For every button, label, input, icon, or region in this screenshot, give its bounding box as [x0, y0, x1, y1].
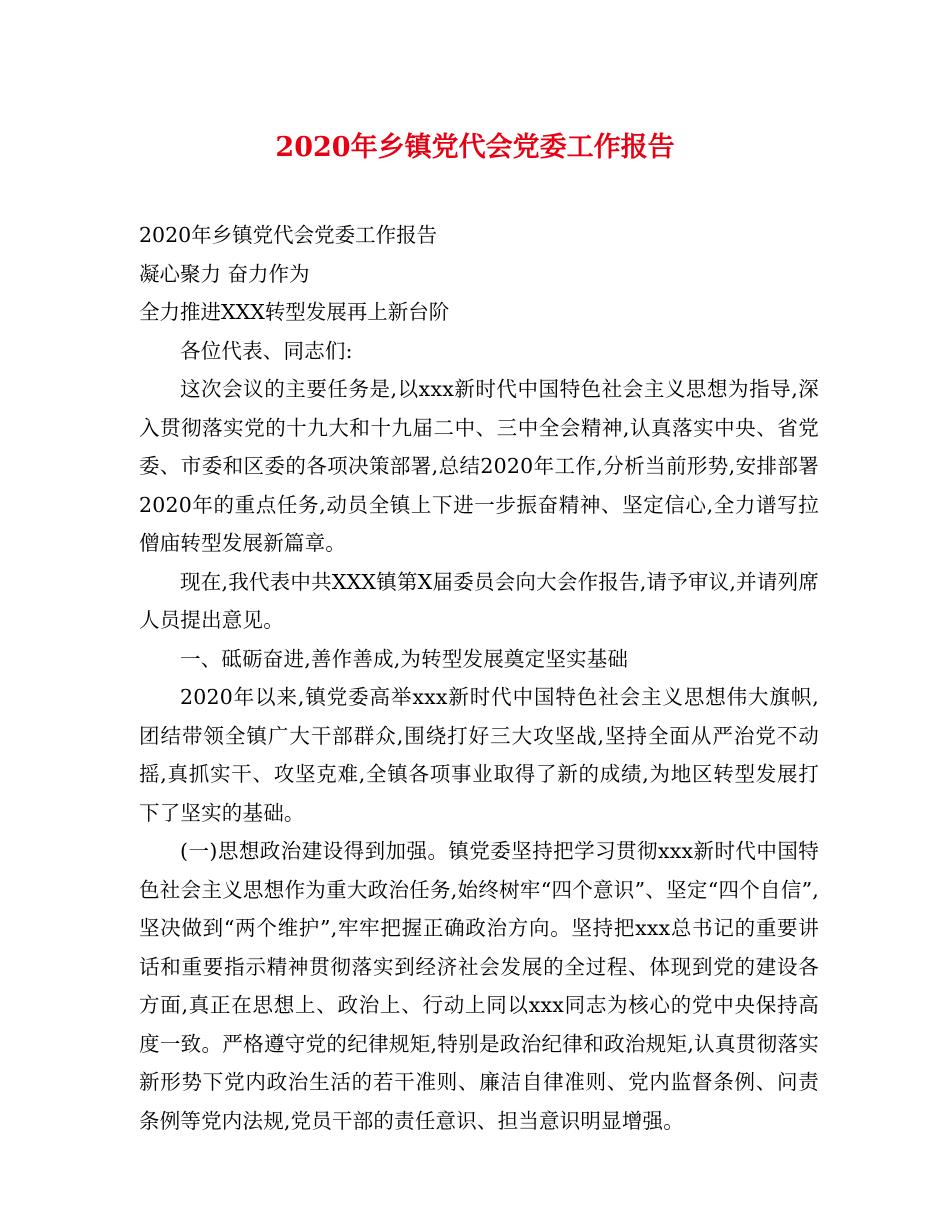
heading-line-slogan: 凝心聚力 奋力作为: [139, 261, 310, 286]
document-body: [139, 216, 819, 1140]
paragraph-report-intro: 现在,我代表中共XXX镇第X届委员会向大会作报告,请予审议,并请列席人员提出意见。: [139, 569, 819, 632]
section-heading-one: 一、砥砺奋进,善作善成,为转型发展奠定坚实基础: [180, 646, 629, 671]
heading-line-title: 2020年乡镇党代会党委工作报告: [139, 223, 438, 247]
document-title: 2020年乡镇党代会党委工作报告: [275, 132, 675, 163]
paragraph-political-building: (一)思想政治建设得到加强。镇党委坚持把学习贯彻xxx新时代中国特色社会主义思想作为重大政治任务,始终树牢“四个意识”、坚定“四个自信”, 坚决做到“两个维护”,牢牢把握正确政治方向。坚持把xxx总书记的重要讲话和重要指示精神贯彻落实到经济社会发展的全过程、体现到党的建设各方面,真正在思想上、政治上、行动上同以xxx同志为核心的党中央保持高度一致。严格遵守党的纪律规矩,特别是政治纪律和政治规矩,认真贯彻落实新形势下党内政治生活的若干准则、廉洁自律准则、党内监督条例、问责条例等党内法规,党员干部的责任意识、担当意识明显增强。: [139, 839, 819, 1133]
paragraph-meeting-tasks: 这次会议的主要任务是,以xxx新时代中国特色社会主义思想为指导,深入贯彻落实党的十九大和十九届二中、三中全会精神,认真落实中央、省党委、市委和区委的各项决策部署,总结2020年工作,分析当前形势,安排部署2020年的重点任务,动员全镇上下进一步振奋精神、坚定信心,全力谱写拉僧庙转型发展新篇章。: [139, 377, 819, 555]
paragraph-achievements: 2020年以来,镇党委高举xxx新时代中国特色社会主义思想伟大旗帜,团结带领全镇广大干部群众,围绕打好三大攻坚战,坚持全面从严治党不动摇,真抓实干、攻坚克难,全镇各项事业取得了新的成绩,为地区转型发展打下了坚实的基础。: [139, 685, 819, 825]
heading-line-subtitle: 全力推进XXX转型发展再上新台阶: [139, 300, 450, 324]
paragraph-salutation: 各位代表、同志们:: [180, 338, 353, 363]
